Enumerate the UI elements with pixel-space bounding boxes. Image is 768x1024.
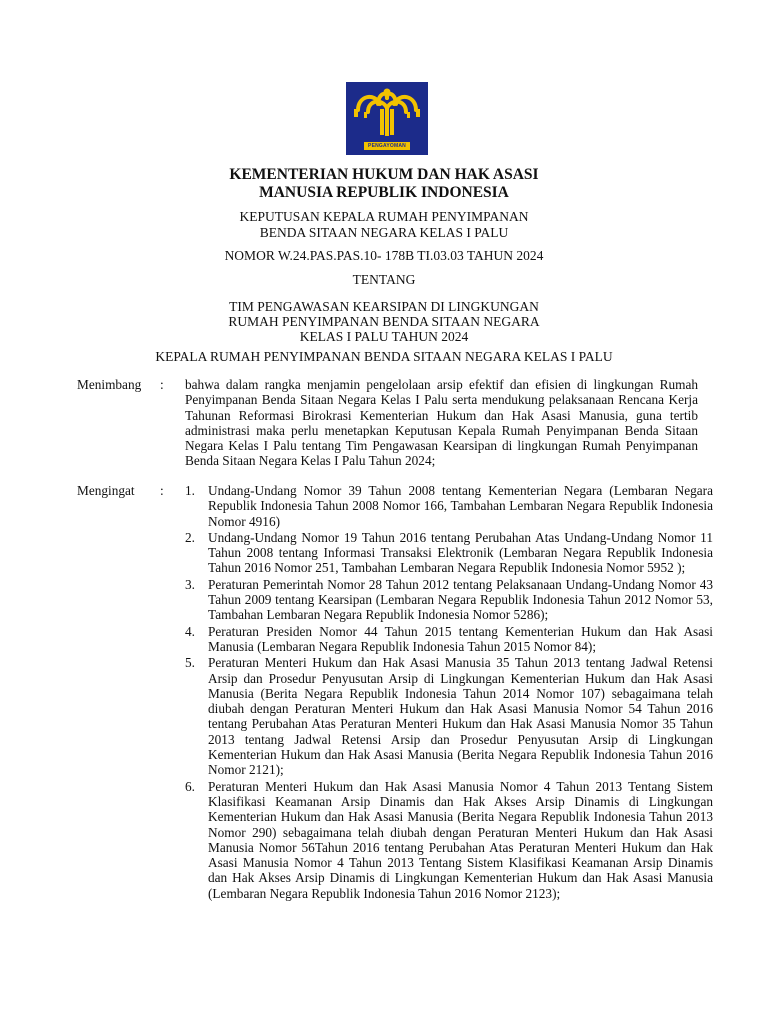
recalling-list	[185, 483, 713, 902]
list-item	[185, 655, 713, 777]
logo-caption: PENGAYOMAN	[364, 142, 410, 150]
list-item-number: 4.	[185, 623, 195, 639]
decree-subject	[0, 299, 768, 344]
considering-colon: :	[160, 377, 164, 392]
decree-line-2: BENDA SITAAN NEGARA KELAS I PALU	[259, 225, 509, 240]
list-item-text: Peraturan Menteri Hukum dan Hak Asasi Manusia 35 Tahun 2013 tentang Jadwal Retensi Arsip dan Prosedur Penyusutan Arsip di Lingkungan Kementerian Hukum dan Hak Asasi Manusia (Berita Negara Republik Indonesia Tahun 2014 Nomor 107) sebagaimana telah diubah dengan Peraturan Menteri Hukum dan Hak Asasi Manusia Nomor 54 Tahun 2016 tentang Perubahan Atas Peraturan Menteri Hukum dan Hak Asasi Manusia Nomor 35 Tahun 2013 tentang Jadwal Retensi Arsip dan Prosedur Penyusutan Arsip di Lingkungan Kementerian Hukum dan Hak Asasi Manusia (Berita Negara Republik Indonesia Tahun 2016 Nomor 2121);	[208, 655, 713, 778]
list-item	[185, 483, 713, 529]
ministry-name	[0, 166, 768, 202]
subject-line-3: KELAS I PALU TAHUN 2024	[299, 329, 469, 344]
list-item-text: Undang-Undang Nomor 19 Tahun 2016 tentang Perubahan Atas Undang-Undang Nomor 11 Tahun 2008 tentang Informasi Transaksi Elektronik (Lembaran Negara Republik Indonesia Tahun 2016 Nomor 251, Tambahan Lembaran Negara Republik Indonesia Nomor 5952 );	[208, 529, 713, 576]
ministry-logo	[346, 82, 428, 155]
list-item-number: 5.	[185, 655, 195, 671]
list-item-text: Peraturan Presiden Nomor 44 Tahun 2015 tentang Kementerian Hukum dan Hak Asasi Manusia (Lembaran Negara Republik Indonesia Tahun 2015 Nomor 84);	[208, 623, 713, 654]
recalling-label: Mengingat	[77, 483, 135, 498]
decree-line-1: KEPUTUSAN KEPALA RUMAH PENYIMPANAN	[239, 209, 529, 224]
list-item	[185, 530, 713, 576]
list-item-number: 3.	[185, 576, 195, 592]
list-item-number: 6.	[185, 778, 195, 794]
ministry-line-1: KEMENTERIAN HUKUM DAN HAK ASASI	[229, 166, 539, 183]
recalling-colon: :	[160, 483, 164, 498]
list-item-text: Peraturan Pemerintah Nomor 28 Tahun 2012 tentang Pelaksanaan Undang-Undang Nomor 43 Tahun 2009 tentang Kearsipan (Lembaran Negara Republik Indonesia Tahun 2012 Nomor 53, Tambahan Lembaran Negara Republik Indonesia Nomor 5286);	[208, 576, 713, 623]
list-item	[185, 779, 713, 901]
list-item-number: 2.	[185, 529, 195, 545]
list-item-number: 1.	[185, 483, 195, 498]
list-item	[185, 577, 713, 623]
list-item-text: Undang-Undang Nomor 39 Tahun 2008 tentang Kementerian Negara (Lembaran Negara Republik Indonesia Tahun 2008 Nomor 166, Tambahan Lembaran Negara Republik Indonesia Nomor 4916)	[208, 483, 713, 529]
considering-text: bahwa dalam rangka menjamin pengelolaan arsip efektif dan efisien di lingkungan Rumah Penyimpanan Benda Sitaan Negara Kelas I Palu serta mendukung pelaksanaan Rencana Kerja Tahunan Reformasi Birokrasi Kementerian Hukum dan Hak Asasi Manusia, guna tertib administrasi maka perlu menetapkan Keputusan Kepala Rumah Penyimpanan Benda Sitaan Negara Kelas I Palu tentang Tim Pengawasan Kearsipan di lingkungan Rumah Penyimpanan Benda Sitaan Negara Kelas I Palu Tahun 2024;	[185, 377, 698, 469]
subject-line-1: TIM PENGAWASAN KEARSIPAN DI LINGKUNGAN	[229, 299, 539, 314]
list-item-text: Peraturan Menteri Hukum dan Hak Asasi Manusia Nomor 4 Tahun 2013 Tentang Sistem Klasifikasi Keamanan Arsip Dinamis dan Hak Akses Arsip Dinamis di Lingkungan Kementerian Hukum dan Hak Asasi Manusia (Berita Negara Republik Indonesia Tahun 2013 Nomor 290) sebagaimana telah diubah dengan Peraturan Menteri Hukum dan Hak Asasi Manusia Nomor 56Tahun 2016 tentang Perubahan Atas Peraturan Menteri Hukum dan Hak Asasi Manusia Nomor 4 Tahun 2013 Tentang Sistem Klasifikasi Keamanan Arsip Dinamis dan Hak Akses Arsip Dinamis di Lingkungan Kementerian Hukum dan Hak Asasi Manusia (Lembaran Negara Republik Indonesia Tahun 2016 Nomor 2123);	[208, 778, 713, 901]
issuer-title: KEPALA RUMAH PENYIMPANAN BENDA SITAAN NEGARA KELAS I PALU	[155, 349, 613, 364]
ministry-line-2: MANUSIA REPUBLIK INDONESIA	[259, 184, 509, 201]
list-item	[185, 624, 713, 655]
considering-label: Menimbang	[77, 377, 142, 392]
subject-line-2: RUMAH PENYIMPANAN BENDA SITAAN NEGARA	[228, 314, 540, 329]
about-heading: TENTANG	[352, 272, 416, 287]
decree-number: NOMOR W.24.PAS.PAS.10- 178B TI.03.03 TAHUN 2024	[224, 248, 544, 263]
decree-title	[0, 209, 768, 241]
